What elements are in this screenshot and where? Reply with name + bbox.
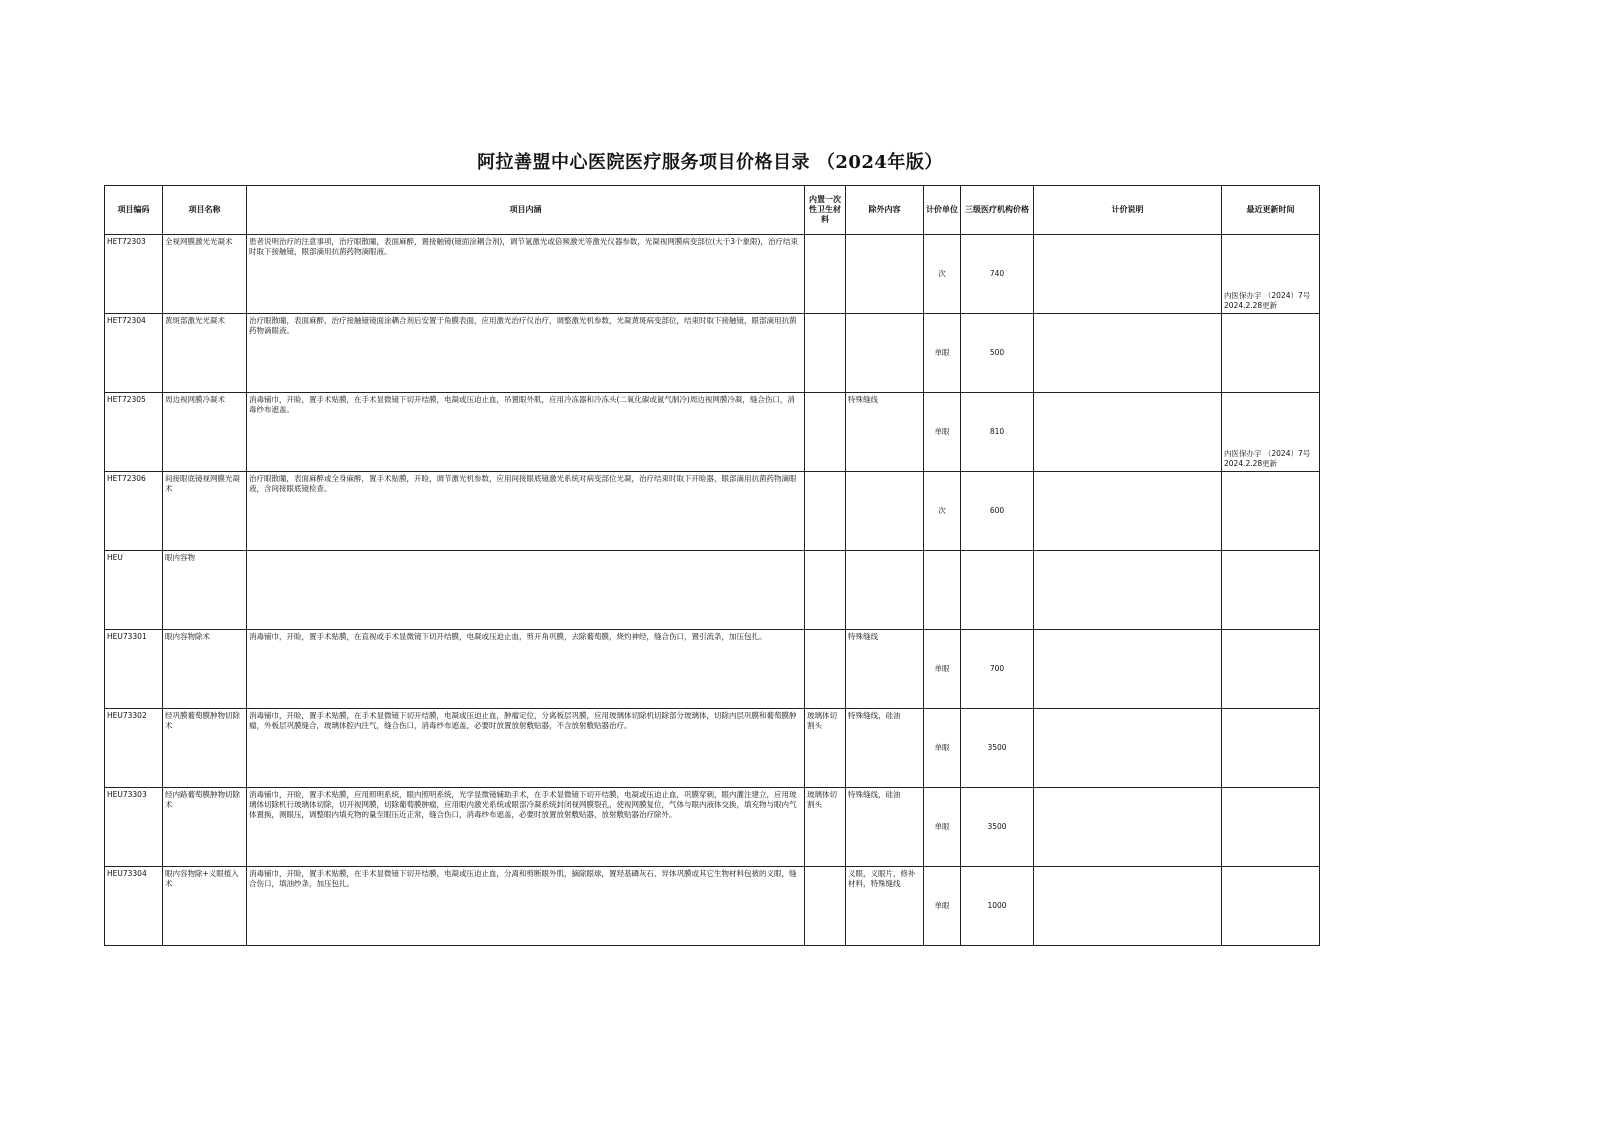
- cell-unit: 单眼: [924, 709, 961, 788]
- cell-unit: [924, 551, 961, 630]
- cell-name: 黄斑部激光光凝术: [163, 314, 247, 393]
- header-code: 项目编码: [105, 186, 163, 235]
- cell-material: [805, 867, 846, 946]
- header-unit: 计价单位: [924, 186, 961, 235]
- cell-name: 眼内容物除术: [163, 630, 247, 709]
- table-row: [105, 235, 1320, 314]
- cell-name: 经内路葡萄膜肿物切除术: [163, 788, 247, 867]
- price-table: [104, 185, 1320, 946]
- cell-price: 700: [961, 630, 1034, 709]
- cell-material: [805, 314, 846, 393]
- cell-unit: 单眼: [924, 393, 961, 472]
- table-row: [105, 788, 1320, 867]
- cell-note: [1034, 709, 1222, 788]
- header-name: 项目名称: [163, 186, 247, 235]
- table-row: [105, 709, 1320, 788]
- table-row: [105, 472, 1320, 551]
- cell-exclude: 特殊缝线，硅油: [846, 788, 924, 867]
- cell-exclude: [846, 472, 924, 551]
- cell-exclude: [846, 551, 924, 630]
- cell-content: 消毒铺巾，开睑，置手术贴膜，应用照明系统，眼内照明系统，光学显微镜辅助手术，在手术显微镜下切开结膜，电凝或压迫止血，巩膜穿刺，眼内灌注建立，应用玻璃体切除机行玻璃体切除，切开视网膜，切除葡萄膜肿瘤，应用眼内激光系统或眼部冷凝系统封闭视网膜裂孔，使视网膜复位，气体与眼内液体交换，填充物与眼内气体置换，测眼压，调整眼内填充物的量至眼压近正常，缝合伤口，消毒纱布遮盖，必要时放置放射敷贴器，放射敷贴器治疗除外。: [247, 788, 805, 867]
- cell-unit: 次: [924, 235, 961, 314]
- cell-note: [1034, 551, 1222, 630]
- cell-name: 间接眼底镜视网膜光凝术: [163, 472, 247, 551]
- cell-updated: [1222, 551, 1320, 630]
- cell-price: 3500: [961, 788, 1034, 867]
- cell-name: 周边视网膜冷凝术: [163, 393, 247, 472]
- cell-content: 消毒铺巾，开睑，置手术贴膜，在手术显微镜下切开结膜，电凝或压迫止血，分离和剪断眼外肌，摘除眼球，置羟基磷灰石、异体巩膜或其它生物材料包被的义眼，缝合伤口，填油纱条，加压包扎。: [247, 867, 805, 946]
- cell-exclude: [846, 235, 924, 314]
- cell-exclude: [846, 314, 924, 393]
- cell-updated: 内医保办字 （2024）7号 2024.2.28更新: [1222, 235, 1320, 314]
- table-row: [105, 867, 1320, 946]
- cell-exclude: 特殊缝线: [846, 393, 924, 472]
- cell-material: 玻璃体切割头: [805, 709, 846, 788]
- cell-code: HEU: [105, 551, 163, 630]
- cell-content: 治疗眼散瞳，表面麻醉，治疗接触镜镜面涂耦合剂后安置于角膜表面，应用激光治疗仪治疗，调整激光机参数，光凝黄斑病变部位，结束时取下接触镜，眼部滴用抗菌药物滴眼液。: [247, 314, 805, 393]
- table-row: [105, 314, 1320, 393]
- cell-code: HET72304: [105, 314, 163, 393]
- table-header-row: [105, 186, 1320, 235]
- cell-name: 眼内容物: [163, 551, 247, 630]
- header-exclude: 除外内容: [846, 186, 924, 235]
- table-row: [105, 630, 1320, 709]
- cell-unit: 单眼: [924, 788, 961, 867]
- cell-content: 消毒铺巾，开睑，置手术贴膜，在手术显微镜下切开结膜，电凝或压迫止血，吊置眼外肌，应用冷冻器和冷冻头(二氧化碳或氮气制冷)周边视网膜冷凝，缝合伤口，消毒纱布遮盖。: [247, 393, 805, 472]
- cell-content: 治疗眼散瞳，表面麻醉或全身麻醉，置手术贴膜，开睑，调节激光机参数，应用间接眼底镜激光系统对病变部位光凝，治疗结束时取下开睑器，眼部滴用抗菌药物滴眼液，含间接眼底镜检查。: [247, 472, 805, 551]
- cell-updated: [1222, 472, 1320, 551]
- cell-content: 消毒铺巾，开睑，置手术贴膜，在直视或手术显微镜下切开结膜，电凝或压迫止血，剪开角巩膜，去除葡萄膜，烧灼神经，缝合伤口，置引流条，加压包扎。: [247, 630, 805, 709]
- cell-price: 3500: [961, 709, 1034, 788]
- cell-material: [805, 235, 846, 314]
- cell-code: HEU73301: [105, 630, 163, 709]
- cell-code: HEU73304: [105, 867, 163, 946]
- cell-name: 眼内容物除+义眼植入术: [163, 867, 247, 946]
- cell-note: [1034, 235, 1222, 314]
- cell-code: HET72305: [105, 393, 163, 472]
- cell-note: [1034, 314, 1222, 393]
- cell-price: 810: [961, 393, 1034, 472]
- cell-unit: 单眼: [924, 630, 961, 709]
- cell-material: [805, 630, 846, 709]
- cell-price: 740: [961, 235, 1034, 314]
- cell-unit: 单眼: [924, 314, 961, 393]
- cell-content: [247, 551, 805, 630]
- cell-name: 经巩膜葡萄膜肿物切除术: [163, 709, 247, 788]
- cell-exclude: 特殊缝线，硅油: [846, 709, 924, 788]
- cell-material: 玻璃体切割头: [805, 788, 846, 867]
- cell-note: [1034, 867, 1222, 946]
- header-price: 三级医疗机构价格: [961, 186, 1034, 235]
- cell-content: 患者说明治疗的注意事项，治疗眼散瞳，表面麻醉，置接触镜(镜面涂耦合剂)，调节氩激光或倍频激光等激光仪器参数，光凝视网膜病变部位(大于3个象限)，治疗结束时取下接触镜，眼部滴用抗菌药物滴眼液。: [247, 235, 805, 314]
- cell-price: 600: [961, 472, 1034, 551]
- cell-price: [961, 551, 1034, 630]
- header-content: 项目内涵: [247, 186, 805, 235]
- cell-price: 500: [961, 314, 1034, 393]
- cell-exclude: 特殊缝线: [846, 630, 924, 709]
- cell-note: [1034, 472, 1222, 551]
- cell-updated: 内医保办字 （2024）7号 2024.2.28更新: [1222, 393, 1320, 472]
- cell-price: 1000: [961, 867, 1034, 946]
- cell-updated: [1222, 314, 1320, 393]
- header-note: 计价说明: [1034, 186, 1222, 235]
- cell-updated: [1222, 630, 1320, 709]
- cell-note: [1034, 630, 1222, 709]
- cell-code: HET72303: [105, 235, 163, 314]
- cell-code: HEU73302: [105, 709, 163, 788]
- table-row: [105, 393, 1320, 472]
- page-title: 阿拉善盟中心医院医疗服务项目价格目录 （2024年版）: [477, 152, 943, 173]
- cell-code: HEU73303: [105, 788, 163, 867]
- cell-code: HET72306: [105, 472, 163, 551]
- cell-updated: [1222, 788, 1320, 867]
- cell-note: [1034, 788, 1222, 867]
- header-material: 内置一次性卫生材料: [805, 186, 846, 235]
- cell-material: [805, 472, 846, 551]
- cell-exclude: 义眼，义眼片，修补材料，特殊缝线: [846, 867, 924, 946]
- cell-material: [805, 393, 846, 472]
- cell-material: [805, 551, 846, 630]
- cell-content: 消毒铺巾，开睑，置手术贴膜，在手术显微镜下切开结膜，电凝或压迫止血，肿瘤定位，分离板层巩膜，应用玻璃体切除机切除部分玻璃体，切除内层巩膜和葡萄膜肿瘤，外板层巩膜缝合，玻璃体腔内注气，缝合伤口，消毒纱布遮盖，必要时放置放射敷贴器，不含放射敷贴器治疗。: [247, 709, 805, 788]
- cell-name: 全视网膜激光光凝术: [163, 235, 247, 314]
- cell-unit: 单眼: [924, 867, 961, 946]
- cell-note: [1034, 393, 1222, 472]
- table-row: [105, 551, 1320, 630]
- cell-unit: 次: [924, 472, 961, 551]
- cell-updated: [1222, 709, 1320, 788]
- header-updated: 最近更新时间: [1222, 186, 1320, 235]
- cell-updated: [1222, 867, 1320, 946]
